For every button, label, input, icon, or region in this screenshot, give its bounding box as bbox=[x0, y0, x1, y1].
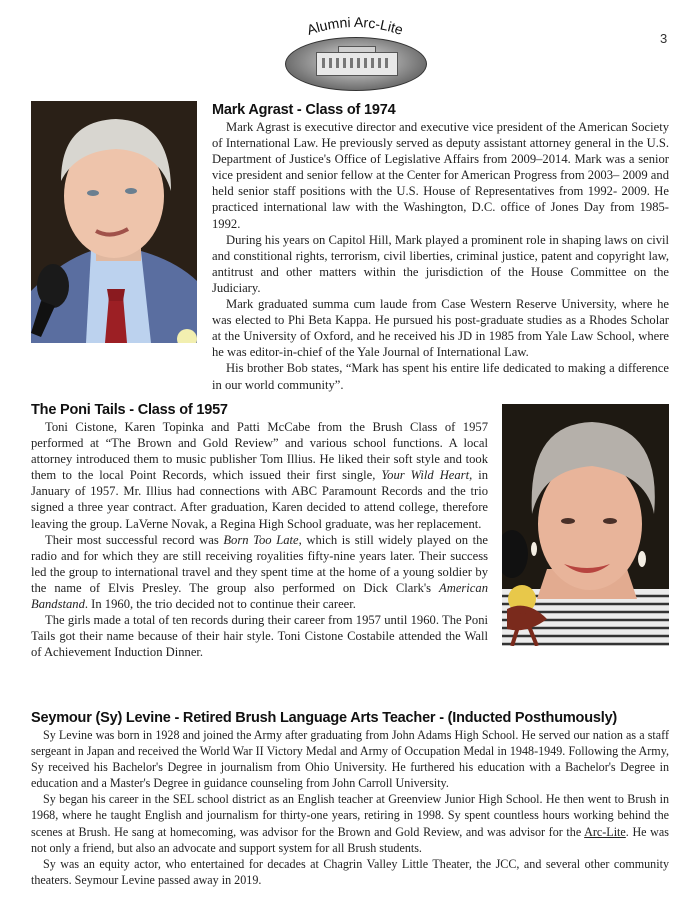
arc-lite-publication-name: Arc-Lite bbox=[584, 824, 626, 839]
bio-paragraph: The girls made a total of ten records during their career from 1957 until 1960. The Poni Tails got their name because of their hair style. Toni Cistone Costabile attended the Wall of Achievement Induction Dinner. bbox=[31, 613, 488, 660]
svg-text:Alumni Arc-Lite: Alumni Arc-Lite bbox=[304, 14, 406, 38]
bio-paragraph: Sy was an equity actor, who entertained for decades at Chagrin Valley Little Theater, the JCC, and several other community theaters. Seymour Levine passed away in 2019. bbox=[31, 856, 669, 887]
section-title-poni-tails: The Poni Tails - Class of 1957 bbox=[31, 402, 228, 418]
bio-seymour-levine bbox=[31, 727, 669, 888]
bio-paragraph: Mark graduated summa cum laude from Case Western Reserve University, where he was elected to Phi Beta Kappa. He pursued his post-graduate studies as a Rhodes Scholar at the University of Oxford, and he received his JD in 1985 from Yale Law School, where he was editor-in-chief of the Yale Journal of International Law. bbox=[212, 297, 669, 360]
bio-poni-tails bbox=[31, 419, 488, 660]
bio-paragraph: Toni Cistone, Karen Topinka and Patti McCabe from the Brush Class of 1957 performed at “The Brown and Gold Review” and various school functions. A local attorney introduced them to music publisher Tom Illius. He liked their soft style and took them to the local Point Records, which issued their first single, Your Wild Heart, in January of 1957. Mr. Illius had connections with ABC Paramount Records and the trio signed a three year contract. After graduation, Karen decided to attend college, therefore leaving the group. LaVerne Novak, a Regina High School graduate, was her replacement. bbox=[31, 420, 488, 531]
bio-paragraph: Mark Agrast is executive director and executive vice president of the American Society of International Law. He previously served as deputy assistant attorney general in the U.S. Department of Justice's Office of Legislative Affairs from 2009–2014. Mark was a senior vice president and senior fellow at the Center for American Progress from 2003– 2009 and held senior staff positions with the U.S. House of Representatives from 1992- 2009. He practiced international law with the Washington, D.C. office of Jones Day from 1985-1992. bbox=[212, 120, 669, 231]
logo-title bbox=[280, 14, 430, 44]
alumni-arc-lite-logo bbox=[280, 14, 430, 84]
section-title-mark-agrast: Mark Agrast - Class of 1974 bbox=[212, 102, 396, 118]
song-title: Born Too Late bbox=[223, 532, 299, 547]
bio-paragraph: Sy began his career in the SEL school district as an English teacher at Greenview Junior High School. He then went to Brush in 1968, where he taught English and journalism for thirty-one years, retiring in 1998. Sy spent countless hours working behind the scenes at Brush. He sang at homecoming, was advisor for the Brown and Gold Review, and was advisor for the Arc-Lite. He was not only a friend, but also an advocate and support system for all Brush students. bbox=[31, 792, 669, 855]
show-title: American Bandstand bbox=[31, 580, 488, 612]
bio-paragraph: Sy Levine was born in 1928 and joined the Army after graduating from John Adams High School. He served our nation as a staff sergeant in Japan and received the World War II Victory Medal and Army of Occupation Medal in 1948-1949. Following the Army, Sy received his Bachelor's Degree in journalism from Ohio University. He furthered his education with a Bachelor's Degree in education and a Master's Degree in guidance counseling from John Carroll University. bbox=[31, 728, 669, 791]
bio-paragraph: During his years on Capitol Hill, Mark played a prominent role in shaping laws on civil and constitional rights, terrorism, civil liberties, criminal justice, patent and copyright law, antitrust and other matters within the jurisdiction of the House Committee on the Judiciary. bbox=[212, 232, 669, 295]
portrait-mark-agrast bbox=[31, 101, 197, 343]
portrait-toni-cistone-costabile bbox=[502, 404, 669, 646]
bio-mark-agrast bbox=[212, 119, 669, 393]
section-title-seymour-levine: Seymour (Sy) Levine - Retired Brush Language Arts Teacher - (Inducted Posthumously) bbox=[31, 710, 618, 726]
bio-paragraph: His brother Bob states, “Mark has spent his entire life dedicated to making a difference in our world community”. bbox=[212, 361, 669, 392]
school-building-emblem bbox=[285, 37, 427, 91]
song-title: Your Wild Heart bbox=[381, 468, 470, 483]
bio-paragraph: Their most successful record was Born Too Late, which is still widely played on the radio and for which they are still receiving royalities fifty-nine years later. Their success led the group to international travel and they spent time at the home of a young soldier by the name of Elvis Presley. The group also performed on Dick Clark's American Bandstand. In 1960, the trio decided not to continue their career. bbox=[31, 532, 488, 612]
page-number: 3 bbox=[660, 31, 668, 46]
